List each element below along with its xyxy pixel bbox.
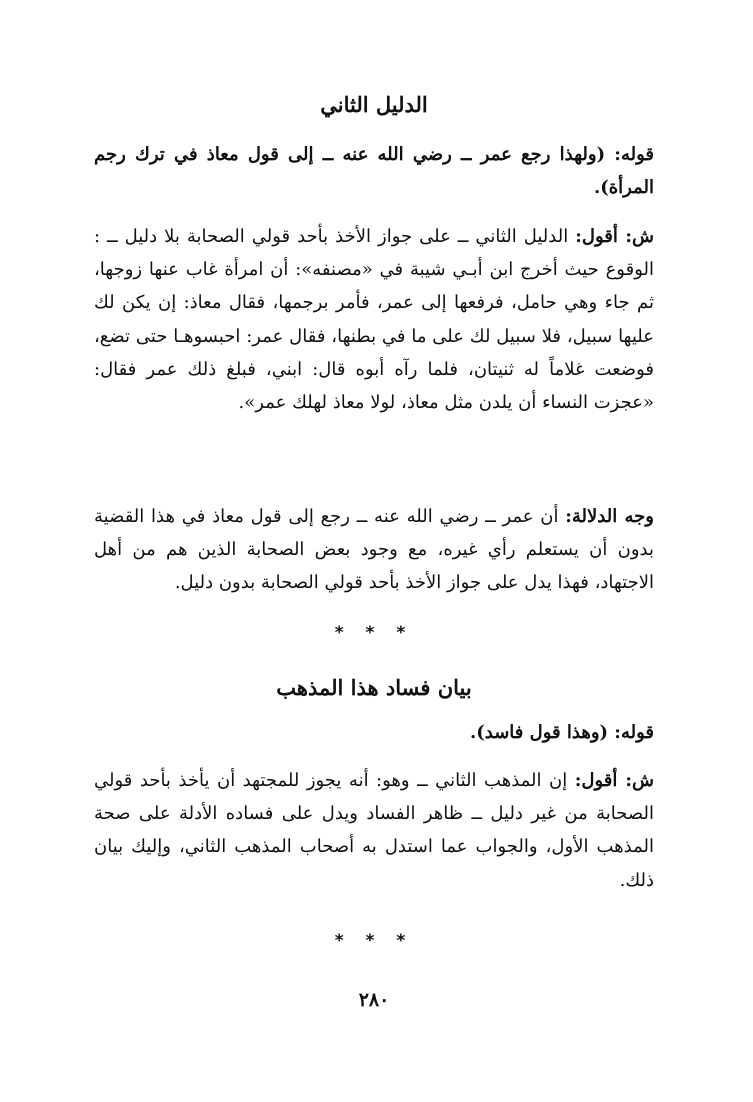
quoted-text-paragraph: قوله: (ولهذا رجع عمر ــ رضي الله عنه ــ إلى قول معاذ في ترك رجم المرأة). bbox=[94, 144, 654, 199]
section-heading-refutation: بيان فساد هذا المذهب bbox=[276, 675, 472, 700]
evidence-text: أن عمر ــ رضي الله عنه ــ رجع إلى قول معاذ في هذا القضية بدون أن يستعلم رأي غيره، مع وجود بعض الصحابة الذين هم من أهل الاجتهاد، فهذا يدل على جواز الأخذ بأحد قولي الصحابة بدون دليل. bbox=[94, 506, 654, 594]
evidence-label: وجه الدلالة: bbox=[565, 506, 655, 527]
commentary-label: ش: أقول: bbox=[575, 226, 654, 247]
section-separator-2: * * * bbox=[334, 931, 414, 951]
commentary-label-2: ش: أقول: bbox=[574, 770, 654, 791]
commentary-paragraph-2 bbox=[94, 764, 654, 897]
commentary-paragraph bbox=[94, 220, 654, 419]
commentary-text-2: إن المذهب الثاني ــ وهو: أنه يجوز للمجتهد أن يأخذ بأحد قولي الصحابة من غير دليل ــ ظاهر الفساد ويدل على فساده الأدلة على صحة المذهب الأول، والجواب عما استدل به أصحاب المذهب الثاني، وإليك بيان ذلك. bbox=[94, 770, 654, 891]
section-separator: * * * bbox=[334, 623, 414, 643]
page-number: ٢٨٠ bbox=[358, 989, 390, 1011]
commentary-text: الدليل الثاني ــ على جواز الأخذ بأحد قولي الصحابة بلا دليل ــ : الوقوع حيث أخرج ابن أبـي شيبة في «مصنفه»: أن امرأة غاب عنها زوجها، ثم جاء وهي حامل، فرفعها إلى عمر، فأمر برجمها، فقال معاذ: إن يكن لك عليها سبيل، فلا سبيل لك على ما في بطنها، فقال عمر: احبسوهـا حتى تضع، فوضعت غلاماً له ثنيتان، فلما رآه أبوه قال: ابني، فبلغ ذلك عمر فقال: «عجزت النساء أن يلدن مثل معاذ، لولا معاذ لهلك عمر». bbox=[94, 226, 654, 414]
section-heading-second-proof: الدليل الثاني bbox=[320, 92, 428, 117]
quoted-text-paragraph-2: قوله: (وهذا قول فاسد). bbox=[469, 722, 654, 743]
evidence-paragraph bbox=[94, 500, 654, 600]
